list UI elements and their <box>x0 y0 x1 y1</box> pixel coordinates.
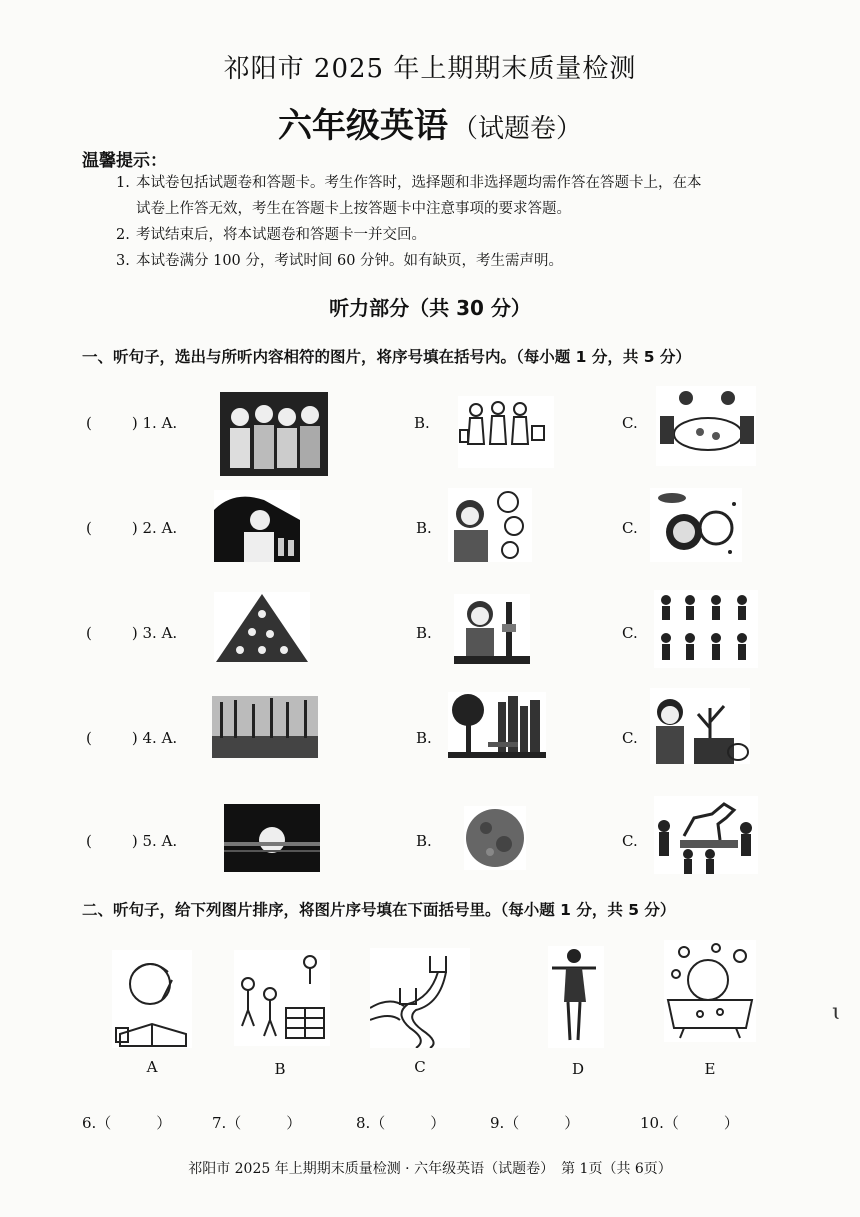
full-moon-picture <box>464 806 526 870</box>
option-c-label: C. <box>622 729 638 747</box>
tip-number: 1. <box>116 175 130 191</box>
question-label: 2. A. <box>142 519 178 537</box>
option-b-label: B. <box>416 519 432 537</box>
tip-item-1 <box>116 170 816 222</box>
boy-washing-hands-picture <box>454 594 530 664</box>
question-label: 4. A. <box>142 729 178 747</box>
tip-text-continued: 试卷上作答无效，考生在答题卡上按答题卡中注意事项的要求答题。 <box>136 201 571 217</box>
option-b-label: B. <box>414 414 430 432</box>
option-c-label: C. <box>622 414 638 432</box>
answer-blank-6[interactable]: 6.（ ） <box>82 1114 172 1132</box>
tips-label: 温馨提示： <box>82 151 167 171</box>
part2-instruction: 二、听句子，给下列图片排序，将图片序号填在下面括号里。（每小题 1 分，共 5 分） <box>82 901 676 919</box>
picture-letter: D <box>571 1060 585 1078</box>
picture-letter: B <box>274 1060 286 1078</box>
food-pyramid-picture <box>214 592 310 662</box>
family-dinner-picture <box>656 386 756 466</box>
exam-title: 祁阳市 2025 年上期期末质量检测 <box>223 54 637 84</box>
boy-diving-picture <box>548 946 604 1048</box>
answer-paren-3[interactable]: ( ) 3. A. <box>86 624 178 642</box>
tip-number: 2. <box>116 227 130 243</box>
answer-blank-7[interactable]: 7.（ ） <box>212 1114 302 1132</box>
answer-blank-10[interactable]: 10.（ ） <box>640 1114 739 1132</box>
girl-thinking-picture <box>448 488 532 562</box>
answer-paren-4[interactable]: ( ) 4. A. <box>86 729 178 747</box>
cut-forest-picture <box>212 696 318 758</box>
moon-over-sea-picture <box>224 804 320 872</box>
option-b-label: B. <box>416 832 432 850</box>
option-c-label: C. <box>622 519 638 537</box>
subject-suffix: （试题卷） <box>451 114 582 144</box>
page-footer: 祁阳市 2025 年上期期末质量检测 · 六年级英语（试题卷） 第 1页（共 6页） <box>188 1161 672 1177</box>
tip-text: 本试卷满分 100 分，考试时间 60 分钟。如有缺页，考生需声明。 <box>136 253 564 269</box>
picture-letter: E <box>704 1060 716 1078</box>
picture-letter: C <box>414 1058 426 1076</box>
scientist-lab-picture <box>214 490 300 562</box>
option-b-label: B. <box>416 624 432 642</box>
question-label: 1. A. <box>142 414 178 432</box>
dinosaur-museum-picture <box>654 796 758 874</box>
tip-item-2 <box>116 222 816 248</box>
listening-section-heading: 听力部分（共 30 分） <box>329 296 531 320</box>
answer-paren-2[interactable]: ( ) 2. A. <box>86 519 178 537</box>
tip-text: 考试结束后，将本试题卷和答题卡一并交回。 <box>136 227 426 243</box>
city-park-picture <box>448 692 546 758</box>
picture-letter: A <box>146 1058 158 1076</box>
exam-subject <box>0 98 860 147</box>
answer-paren-1[interactable]: ( ) 1. A. <box>86 414 178 432</box>
part1-instruction: 一、听句子，选出与所听内容相符的图片，将序号填在括号内。（每小题 1 分，共 5 分） <box>82 348 691 366</box>
option-c-label: C. <box>622 624 638 642</box>
astronaut-picture <box>650 488 742 562</box>
question-label: 5. A. <box>142 832 178 850</box>
shopping-people-picture <box>458 396 554 468</box>
kids-sports-picture <box>654 590 758 668</box>
baby-bath-picture <box>664 940 756 1042</box>
tip-text: 本试卷包括试题卷和答题卡。考生作答时，选择题和非选择题均需作答在答题卡上，在本 <box>136 175 702 191</box>
question-label: 3. A. <box>142 624 178 642</box>
tip-item-3 <box>116 248 816 274</box>
friends-group-picture <box>220 392 328 476</box>
answer-paren-5[interactable]: ( ) 5. A. <box>86 832 178 850</box>
option-c-label: C. <box>622 832 638 850</box>
girl-with-plant-picture <box>650 688 750 764</box>
subject-name: 六年级英语 <box>277 106 448 146</box>
answer-blank-8[interactable]: 8.（ ） <box>356 1114 446 1132</box>
tip-number: 3. <box>116 253 130 269</box>
kids-hopscotch-picture <box>234 950 330 1046</box>
answer-blank-9[interactable]: 9.（ ） <box>490 1114 580 1132</box>
boy-reading-picture <box>112 950 192 1048</box>
edge-mark: ɩ <box>832 1000 841 1025</box>
option-b-label: B. <box>416 729 432 747</box>
great-wall-picture <box>370 948 470 1048</box>
